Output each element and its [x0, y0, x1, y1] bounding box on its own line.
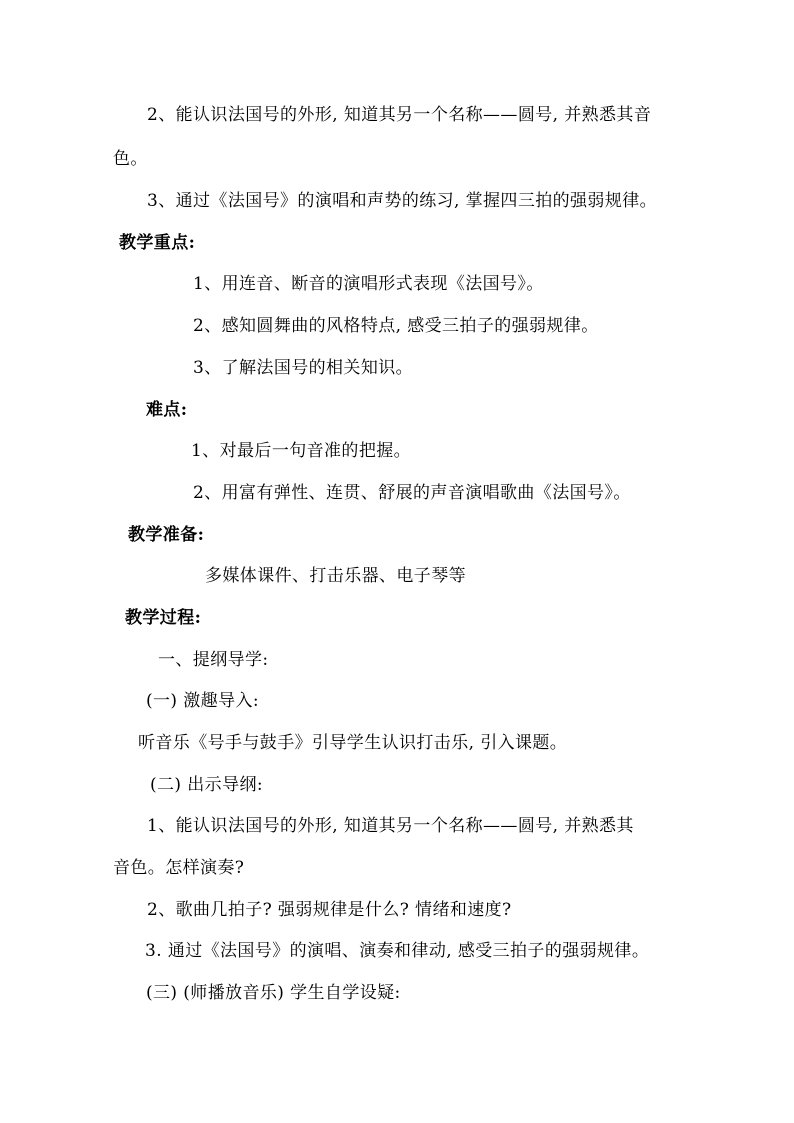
key-point-2: 2、感知圆舞曲的风格特点, 感受三拍子的强弱规律。: [193, 316, 599, 336]
outline-item-1-line-1: 1、能认识法国号的外形, 知道其另一个名称——圆号, 并熟悉其: [147, 816, 634, 836]
process-subsection-1-text: 听音乐《号手与鼓手》引导学生认识打击乐, 引入课题。: [138, 733, 568, 753]
key-point-1: 1、用连音、断音的演唱形式表现《法国号》。: [193, 274, 544, 294]
difficulty-1: 1、对最后一句音准的把握。: [191, 441, 412, 461]
process-subsection-1: (一) 激趣导入:: [146, 691, 259, 711]
preparation-items: 多媒体课件、打击乐器、电子琴等: [205, 566, 466, 586]
heading-difficulties: 难点:: [146, 400, 188, 420]
heading-key-points: 教学重点:: [119, 233, 196, 253]
process-section-1: 一、提纲导学:: [158, 650, 269, 670]
heading-preparation: 教学准备:: [128, 525, 205, 545]
outline-item-3: 3. 通过《法国号》的演唱、演奏和律动, 感受三拍子的强弱规律。: [145, 941, 650, 961]
heading-process: 教学过程:: [125, 608, 202, 628]
objective-2-line-2: 色。: [113, 149, 148, 169]
process-subsection-3: (三) (师播放音乐) 学生自学设疑:: [146, 983, 401, 1003]
outline-item-2: 2、歌曲几拍子? 强弱规律是什么? 情绪和速度?: [147, 900, 512, 920]
objective-3: 3、通过《法国号》的演唱和声势的练习, 掌握四三拍的强弱规律。: [147, 191, 658, 211]
outline-item-1-line-2: 音色。怎样演奏?: [113, 858, 245, 878]
difficulty-2: 2、用富有弹性、连贯、舒展的声音演唱歌曲《法国号》。: [193, 483, 631, 503]
key-point-3: 3、了解法国号的相关知识。: [193, 358, 414, 378]
process-subsection-2: (二) 出示导纲:: [150, 775, 263, 795]
objective-2-line-1: 2、能认识法国号的外形, 知道其另一个名称——圆号, 并熟悉其音: [147, 105, 652, 125]
